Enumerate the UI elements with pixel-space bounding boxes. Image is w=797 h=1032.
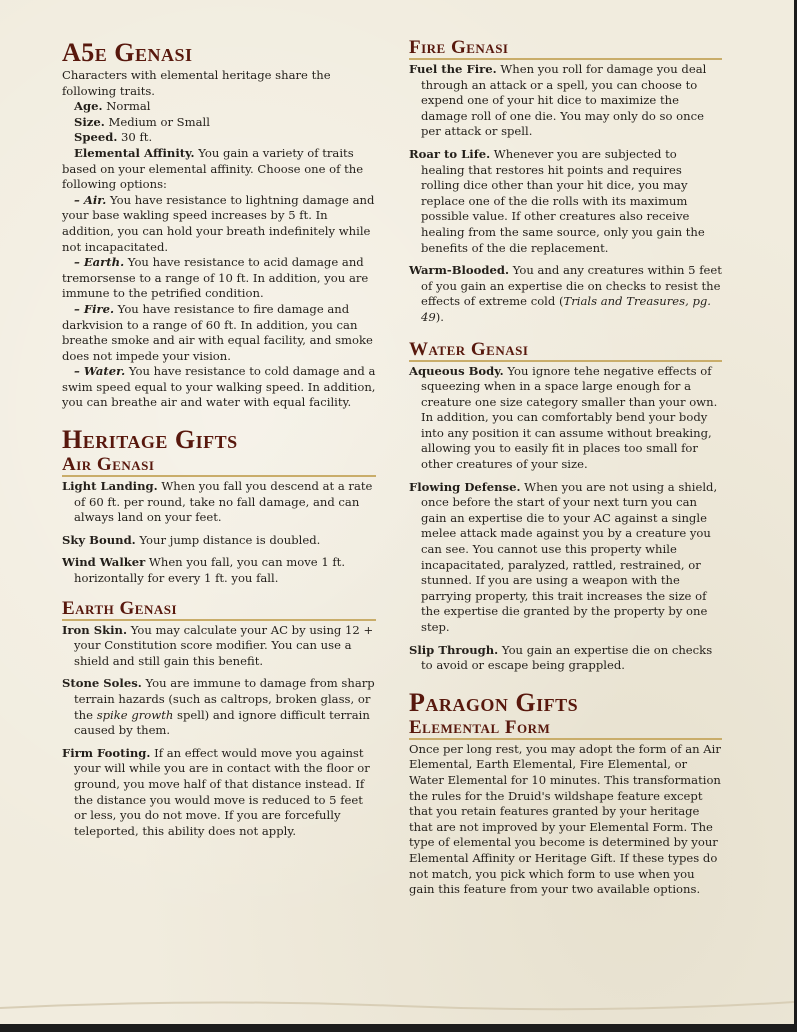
feature-slip-through: Slip Through. You gain an expertise die on checks to avoid or escape being grappled. <box>409 642 713 673</box>
affinity-fire: – Fire. You have resistance to fire damage and darkvision to a range of 60 ft. In addition, you can breathe smoke and air with equal facility, and smoke does not impede your vision. <box>62 301 373 363</box>
feature-flowing-defense: Flowing Defense. When you are not using a shield, once before the start of your next turn you can gain an expertise die to your AC against a single melee attack made against you by a creature you can see. You cannot use this property while incapacitated, paralyzed, rattled, restrained, or stunned. If you are using a weapon with the parrying property, this trait increases the size of the expertise die granted by the property by one step. <box>409 479 718 634</box>
trait-elemental-affinity: Elemental Affinity. You gain a variety of traits based on your elemental affinity. Choose one of the following options: <box>62 145 364 192</box>
feature-fuel-the-fire: Fuel the Fire. When you roll for damage you deal through an attack or a spell, you can choose to expend one of your hit dice to maximize the damage roll of one die. You may only do so once per attack or spell. <box>409 62 707 139</box>
feature-sky-bound: Sky Bound. Your jump distance is doubled. <box>62 532 321 547</box>
right-column <box>409 38 722 898</box>
fire-genasi-heading: Fire Genasi <box>409 38 722 60</box>
feature-aqueous-body: Aqueous Body. You ignore tehe negative effects of squeezing when in a space large enough for a creature one size category smaller than your own. In addition, you can comfortably bend your body into any position it can assume without breaking, allowing you to easily fit in places too small for other creatures of your size. <box>409 363 718 472</box>
feature-roar-to-life: Roar to Life. Whenever you are subjected to healing that restores hit points and requires rolling dice other than your hit dice, you may replace one of the die rolls with its maximum possible value. If other creatures also receive healing from the same source, only you gain the benefits of the die replacement. <box>409 146 705 255</box>
heritage-gifts-heading: Heritage Gifts <box>62 425 238 455</box>
water-genasi-heading: Water Genasi <box>409 340 722 362</box>
air-genasi-heading: Air Genasi <box>62 455 376 477</box>
page-title: A5e Genasi <box>62 38 193 67</box>
feature-iron-skin: Iron Skin. You may calculate your AC by using 12 + your Constitution score modifier. You can use a shield and still gain this benefit. <box>62 622 374 668</box>
intro-text: Characters with elemental heritage share the following traits. <box>62 68 331 98</box>
feature-firm-footing: Firm Footing. If an effect would move you against your will while you are in contact with the floor or ground, you move half of that distance instead. If the distance you would move is reduced to 5 feet or less, you do not move. If you are forcefully teleported, this ability does not apply. <box>62 745 370 838</box>
feature-stone-soles: Stone Soles. You are immune to damage from sharp terrain hazards (such as caltrops, broken glass, or the spike growth spell) and ignore difficult terrain caused by them. <box>62 676 375 738</box>
trait-speed: Speed. 30 ft. <box>74 130 153 145</box>
trait-age: Age. Normal <box>74 99 151 114</box>
paragon-gifts-heading: Paragon Gifts <box>409 687 579 717</box>
affinity-earth: – Earth. You have resistance to acid damage and tremorsense to a range of 10 ft. In addition, you are immune to the petrified condition. <box>62 255 369 301</box>
feature-warm-blooded: Warm-Blooded. You and any creatures within 5 feet of you gain an expertise die on checks to resist the effects of extreme cold (Trials and Treasures, pg. 49). <box>409 263 722 324</box>
affinity-air: – Air. You have resistance to lightning damage and your base wakling speed increases by 5 ft. In addition, you can hold your breath indefinitely while not incapacitated. <box>62 192 375 254</box>
earth-genasi-heading: Earth Genasi <box>62 599 376 621</box>
feature-wind-walker: Wind Walker When you fall, you can move 1 ft. horizontally for every 1 ft. you fall. <box>62 555 346 586</box>
feature-light-landing: Light Landing. When you fall you descend at a rate of 60 ft. per round, take no fall damage, and can always land on your feet. <box>62 479 373 525</box>
trait-size: Size. Medium or Small <box>74 114 210 129</box>
left-column <box>62 38 376 846</box>
page-footer-ornament <box>0 984 794 1024</box>
elemental-form-text: Once per long rest, you may adopt the form of an Air Elemental, Earth Elemental, Fire Elemental, or Water Elemental for 10 minutes. This transformation the rules for the Druid's wildshape feature except that you retain features granted by your heritage that are not improved by your Elemental Form. The type of elemental you become is determined by your Elemental Affinity or Heritage Gift. If these types do not match, you pick which form to use when you gain this feature from your two available options. <box>409 741 721 897</box>
elemental-form-heading: Elemental Form <box>409 718 722 740</box>
affinity-water: – Water. You have resistance to cold damage and a swim speed equal to your walking speed. In addition, you can breathe air and water with equal facility. <box>62 364 376 410</box>
